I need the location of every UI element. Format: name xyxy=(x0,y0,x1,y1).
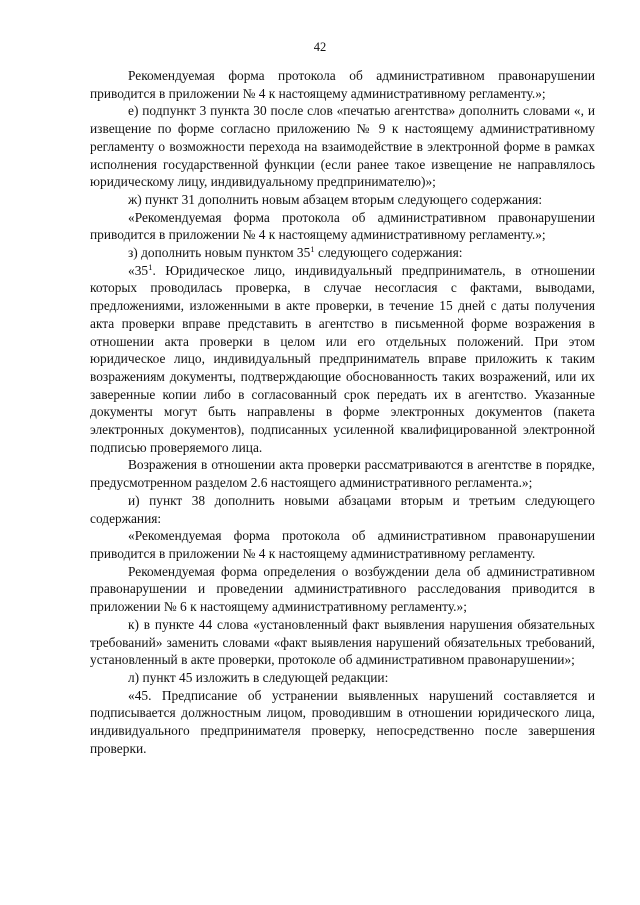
paragraph-text: «35 xyxy=(128,262,149,278)
paragraph: ж) пункт 31 дополнить новым абзацем вторым следующего содержания: xyxy=(128,191,543,207)
paragraph-text: . Юридическое лицо, индивидуальный предприниматель, в отношении которых проводилась проверка, в случае несогласия с фактами, выводами, предложениями, изложенными в акте проверки, в течение 15 дней с даты получения акта проверки вправе представить в агентство в письменной форме возражения в отношении акта проверки в целом или его отдельных положений. При этом юридическое лицо, индивидуальный предприниматель вправе приложить к таким возражениям документы, подтверждающие обоснованность таких возражений, или их заверенные копии либо в согласованный срок передать их в агентство. Указанные документы могут быть направлены в форме электронных документов (пакета электронных документов), подписанных усиленной квалифицированной электронной подписью проверяемого лица. xyxy=(90,262,595,455)
paragraph: к) в пункте 44 слова «установленный факт выявления нарушения обязательных требований» заменить словами «факт выявления нарушений обязательных требований, установленный в акте проверки, протоколе об административном правонарушении»; xyxy=(90,616,595,668)
paragraph: Рекомендуемая форма протокола об административном правонарушении приводится в приложении № 4 к настоящему административному регламенту.»; xyxy=(90,68,595,101)
paragraph: «Рекомендуемая форма протокола об административном правонарушении приводится в приложении № 4 к настоящему административному регламенту. xyxy=(90,528,595,561)
superscript: 1 xyxy=(148,261,153,272)
paragraph: и) пункт 38 дополнить новыми абзацами вторым и третьим следующего содержания: xyxy=(90,492,595,526)
paragraph xyxy=(90,244,595,262)
superscript: 1 xyxy=(310,244,315,255)
document-body xyxy=(90,67,595,757)
paragraph: «45. Предписание об устранении выявленных нарушений составляется и подписывается должностным лицом, проводившим в отношении юридического лица, индивидуального предпринимателя проверку, непосредственно после завершения проверки. xyxy=(90,687,595,756)
paragraph: л) пункт 45 изложить в следующей редакции: xyxy=(128,669,389,685)
paragraph: Возражения в отношении акта проверки рассматриваются в агентстве в порядке, предусмотренном разделом 2.6 настоящего административного регламента.»; xyxy=(90,457,595,491)
paragraph: «Рекомендуемая форма протокола об административном правонарушении приводится в приложении № 4 к настоящему административному регламенту.»; xyxy=(90,209,595,243)
paragraph: Рекомендуемая форма определения о возбуждении дела об административном правонарушении и проведении административного расследования приводится в приложении № 6 к настоящему административному регламенту.»; xyxy=(90,563,595,615)
paragraph xyxy=(90,262,595,457)
paragraph-text: следующего содержания: xyxy=(314,245,463,261)
paragraph-text: з) дополнить новым пунктом 35 xyxy=(128,245,311,261)
paragraph: е) подпункт 3 пункта 30 после слов «печатью агентства» дополнить словами «, и извещение по форме согласно приложению № 9 к настоящему административному регламенту о возможности перехода на взаимодействие в электронной форме в рамках исполнения государственной функции (если ранее такое извещение не направлялось юридическому лицу, индивидуальному предпринимателю)»; xyxy=(90,103,595,190)
page-number: 42 xyxy=(313,40,327,54)
